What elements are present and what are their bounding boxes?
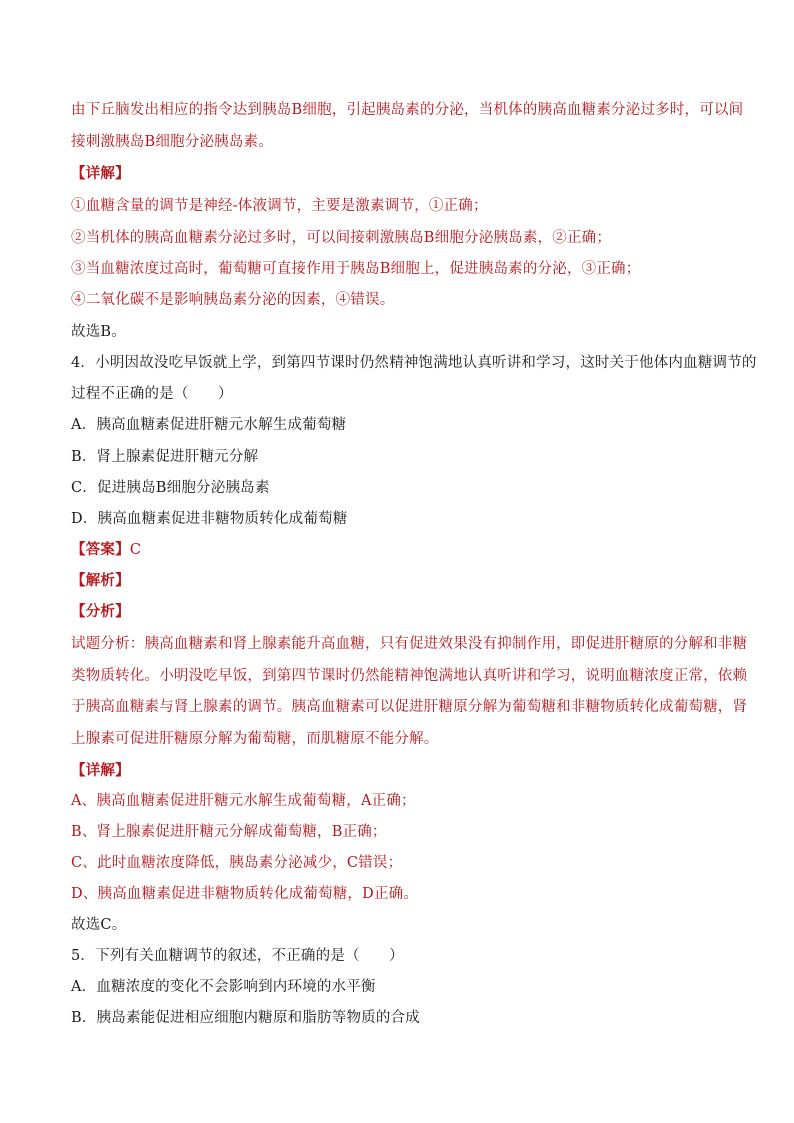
option-b: B．胰岛素能促进相应细胞内糖原和脂肪等物质的合成 <box>71 1010 420 1026</box>
analysis-text-line: 接刺激胰岛B细胞分泌胰岛素。 <box>71 134 273 150</box>
question-stem: 4．小明因故没吃早饭就上学，到第四节课时仍然精神饱满地认真听讲和学习，这时关于他体内血糖调节的 <box>71 355 757 371</box>
question-stem: 5．下列有关血糖调节的叙述，不正确的是（ ） <box>71 948 404 964</box>
detail-line: B、肾上腺素促进肝糖元分解成葡萄糖，B正确； <box>71 824 387 840</box>
detail-line: C、此时血糖浓度降低，胰岛素分泌减少，C错误； <box>71 855 403 871</box>
parse-heading: 【解析】 <box>71 572 130 589</box>
conclusion-text: 故选C。 <box>71 917 127 933</box>
detail-line: A、胰高血糖素促进肝糖元水解生成葡萄糖，A正确； <box>71 793 416 809</box>
detail-line: ③当血糖浓度过高时，葡萄糖可直接作用于胰岛B细胞上，促进胰岛素的分泌，③正确； <box>71 261 641 277</box>
conclusion-text: 故选B。 <box>71 324 126 340</box>
answer-label: 【答案】 <box>71 541 130 558</box>
analysis-text-line: 由下丘脑发出相应的指令达到胰岛B细胞，引起胰岛素的分泌，当机体的胰高血糖素分泌过多时，可以间 <box>71 102 744 118</box>
detail-heading: 【详解】 <box>71 762 130 779</box>
analysis-text-line: 类物质转化。小明没吃早饭，到第四节课时仍然能精神饱满地认真听讲和学习，说明血糖浓度正常，依赖 <box>71 668 748 684</box>
analysis-text-line: 上腺素可促进肝糖原分解为葡萄糖，而肌糖原不能分解。 <box>71 731 439 747</box>
option-c: C．促进胰岛B细胞分泌胰岛素 <box>71 480 270 496</box>
detail-line: ①血糖含量的调节是神经-体液调节，主要是激素调节，①正确； <box>71 198 488 214</box>
analysis-text-line: 试题分析：胰高血糖素和肾上腺素能升高血糖，只有促进效果没有抑制作用，即促进肝糖原的分解和非糖 <box>71 636 748 652</box>
detail-line: ②当机体的胰高血糖素分泌过多时，可以间接刺激胰岛B细胞分泌胰岛素，②正确； <box>71 230 612 246</box>
option-b: B．肾上腺素促进肝糖元分解 <box>71 449 259 465</box>
answer-line <box>71 540 731 560</box>
analysis-text-line: 于胰高血糖素与肾上腺素的调节。胰高血糖素可以促进肝糖原分解为葡萄糖和非糖物质转化成葡萄糖，肾 <box>71 699 748 715</box>
detail-line: ④二氧化碳不是影响胰岛素分泌的因素，④错误。 <box>71 292 395 308</box>
option-d: D．胰高血糖素促进非糖物质转化成葡萄糖 <box>71 511 348 527</box>
question-stem: 过程不正确的是（ ） <box>71 386 233 402</box>
detail-heading: 【详解】 <box>71 165 130 182</box>
analysis-heading: 【分析】 <box>71 603 130 620</box>
option-a: A．胰高血糖素促进肝糖元水解生成葡萄糖 <box>71 417 347 433</box>
answer-value: C <box>129 542 142 558</box>
detail-line: D、胰高血糖素促进非糖物质转化成葡萄糖，D正确。 <box>71 886 419 902</box>
option-a: A．血糖浓度的变化不会影响到内环境的水平衡 <box>71 979 376 995</box>
